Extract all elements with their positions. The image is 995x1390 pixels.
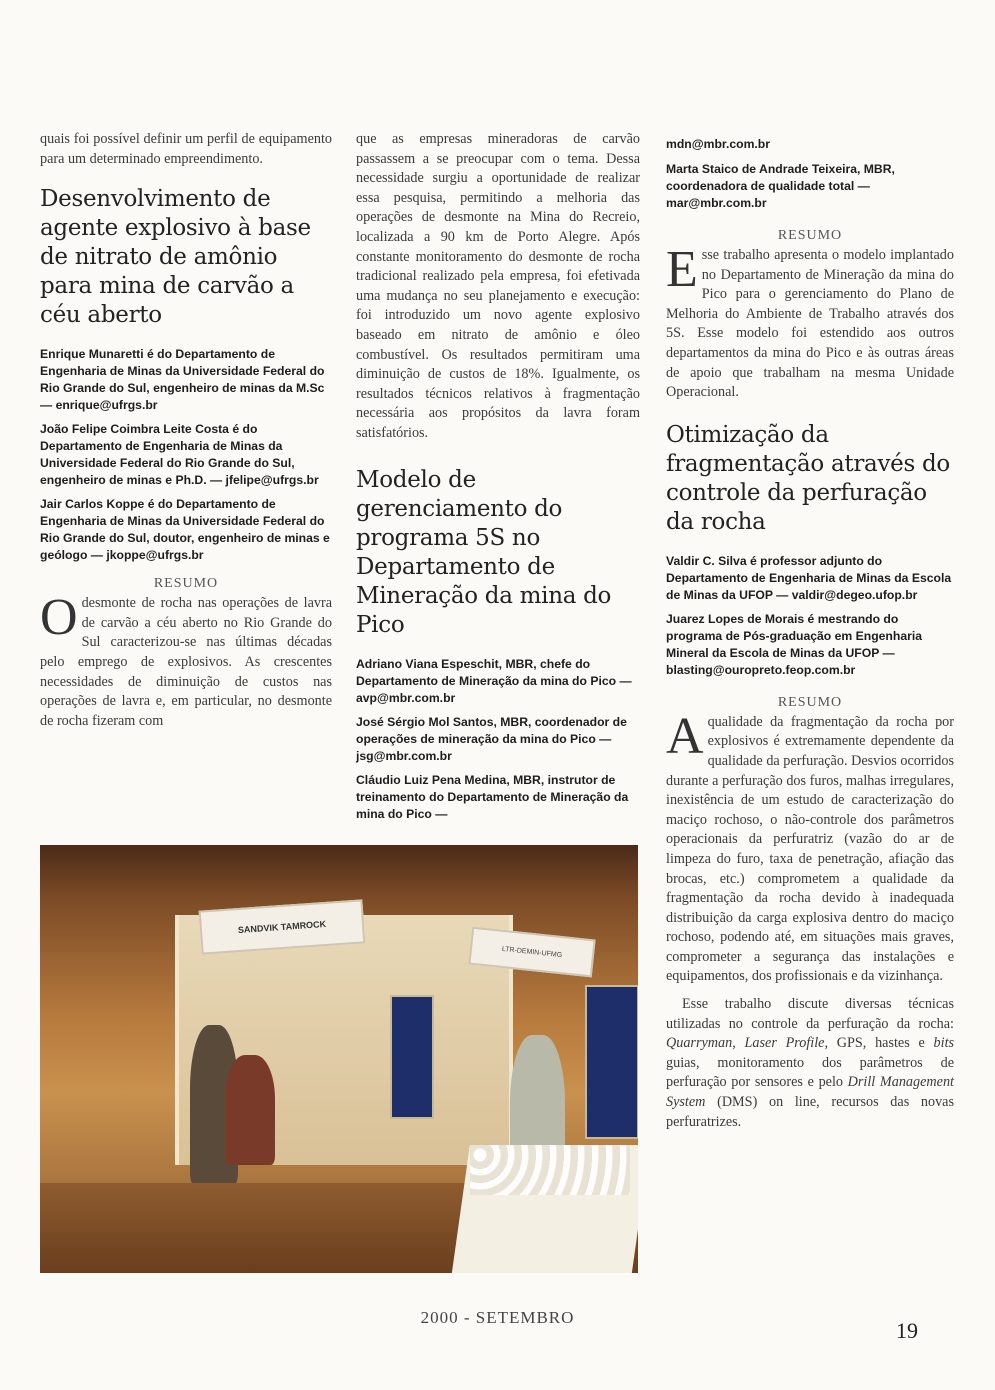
- coffee-cups: [470, 1145, 630, 1195]
- italic-term: Drill Management System: [666, 1074, 954, 1111]
- author-6: Cláudio Luiz Pena Medina, MBR, instrutor de treinamento do Departamento de Mineração da mina do Pico —: [356, 772, 629, 821]
- author-1: Enrique Munaretti é do Departamento de Engenharia de Minas da Universidade Federal do Rio Grande do Sul, engenheiro de minas da M.Sc — enrique@ufrgs.br: [40, 347, 325, 413]
- author-4: Adriano Viana Espeschit, MBR, chefe do Departamento de Mineração da mina do Pico — avp@mbr.com.br: [356, 656, 632, 705]
- italic-term: bits: [933, 1035, 955, 1052]
- text-run: , GPS, hastes e: [824, 1035, 934, 1052]
- article-title-2: Modelo de gerenciamento do programa 5S no Departamento de Mineração da mina do Pico: [356, 466, 612, 638]
- display-panel: [390, 995, 434, 1119]
- dropcap: E: [666, 241, 698, 298]
- booth-sign-ltr: LTR-DEMIN-UFMG: [468, 927, 595, 978]
- author-5: José Sérgio Mol Santos, MBR, coordenador de operações de mineração da mina do Pico — jsg@mbr.com.br: [356, 714, 627, 763]
- resumo-text-3: [666, 707, 954, 987]
- author-7: Marta Staico de Andrade Teixeira, MBR, coordenadora de qualidade total — mar@mbr.com.br: [666, 162, 895, 210]
- italic-term: Quarryman: [666, 1035, 733, 1052]
- text-run: guias, monitoramento dos parâmetros de perfuração por sensores e pelo: [666, 1054, 954, 1091]
- article-title-1: Desenvolvimento de agente explosivo à base de nitrato de amônio para mina de carvão a céu aberto: [40, 186, 311, 329]
- resumo-text-3b: [666, 995, 954, 1132]
- display-panel: [585, 985, 638, 1139]
- continued-paragraph: que as empresas mineradoras de carvão passassem a se preocupar com o tema. Dessa necessidade surgiu a oportunidade de realizar essa pesquisa, permitindo a melhoria das operações de desmonte na Mina do Recreio, localizada a 90 km de Porto Alegre. Após constante monitoramento do desmonte de rocha tradicional realizado pela empresa, foi efetivada uma mudança no seu planejamento e execução: foi introduzido um novo agente explosivo baseado em nitrato de amônio e óleo combustível. Os resultados permitiram uma diminuição de custos de 18%. Igualmente, os resultados técnicos relativos à fragmentação necessária aos propósitos da lavra foram satisfatórios.: [356, 131, 640, 441]
- text-run: ,: [732, 1035, 745, 1052]
- column-2: [356, 130, 640, 830]
- article-title-3: Otimização da fragmentação através do controle da perfuração da rocha: [666, 421, 950, 535]
- resumo-heading-1: RESUMO: [153, 576, 219, 592]
- issue-footer: 2000 - SETEMBRO: [420, 1308, 575, 1327]
- author-2: João Felipe Coimbra Leite Costa é do Departamento de Engenharia de Minas da Universidade Federal do Rio Grande do Sul, engenheiro de minas e Ph.D. — jfelipe@ufrgs.br: [40, 422, 319, 488]
- column-1: [40, 130, 332, 739]
- text-run: (DMS) on line, recursos das novas perfuratrizes.: [666, 1094, 954, 1130]
- author-3: Jair Carlos Koppe é do Departamento de Engenharia de Minas da Universidade Federal do Rio Grande do Sul, doutor, engenheiro de minas e geólogo — jkoppe@ufrgs.br: [40, 497, 330, 563]
- italic-term: Laser Profile: [744, 1035, 825, 1052]
- resumo-text-2: [666, 241, 954, 403]
- column-3: [666, 136, 954, 1140]
- text-run: Esse trabalho discute diversas técnicas utilizadas no controle da perfuração da rocha:: [666, 996, 954, 1032]
- author-8: Valdir C. Silva é professor adjunto do Departamento de Engenharia de Minas da Escola de Minas da UFOP — valdir@degeo.ufop.br: [666, 553, 952, 602]
- resumo-text-1: [40, 589, 332, 731]
- resumo-body-2: sse trabalho apresenta o modelo implantado no Departamento de Mineração da mina do Pico para o gerenciamento do Plano de Melhoria do Ambiente de Trabalho através dos 5S. Esse modelo foi estendido aos outros departamentos da mina do Pico e às outras áreas de apoio que trabalham na mesma Unidade Operacional.: [666, 247, 954, 401]
- intro-paragraph: quais foi possível definir um perfil de equipamento para um determinado empreendimento.: [40, 131, 332, 167]
- person-seated: [225, 1055, 275, 1165]
- exhibition-booth-photo: [40, 845, 638, 1273]
- author-email-cont: mdn@mbr.com.br: [666, 137, 770, 151]
- dropcap: O: [40, 589, 78, 647]
- author-9: Juarez Lopes de Morais é mestrando do programa de Pós-graduação em Engenharia Mineral da Escola de Minas da UFOP — blasting@ouropreto.feop.com.br: [666, 611, 923, 677]
- resumo-body-1: desmonte de rocha nas operações de lavra de carvão a céu aberto no Rio Grande do Sul caracterizou-se nas últimas décadas pelo emprego de explosivos. As crescentes necessidades de diminuição de custos nas operações de lavra e, em particular, no desmonte de rocha fizeram com: [40, 595, 332, 729]
- dropcap: A: [666, 707, 704, 765]
- resumo-heading-2: RESUMO: [777, 228, 843, 243]
- page-number: 19: [896, 1318, 918, 1343]
- booth-sign-sandvik: SANDVIK TAMROCK: [199, 899, 366, 954]
- resumo-heading-3: RESUMO: [777, 694, 843, 710]
- resumo-body-3: qualidade da fragmentação da rocha por explosivos é extremamente dependente da qualidade da perfuração. Desvios ocorridos durante a perfuração dos furos, malhas irregulares, inexistência de um estudo de caracterização do maciço rochoso, o não-controle dos parâmetros operacionais da perfuratriz (vazão do ar de limpeza do furo, taxa de penetração, afiação das brocas, etc.) comprometem a qualidade da fragmentação da rocha devido à inadequada distribuição da carga explosiva dentro do maciço rochoso, podendo até, em situações mais graves, comprometer a segurança das instalações e equipamentos, dos profissionais e da vizinhança.: [666, 713, 954, 985]
